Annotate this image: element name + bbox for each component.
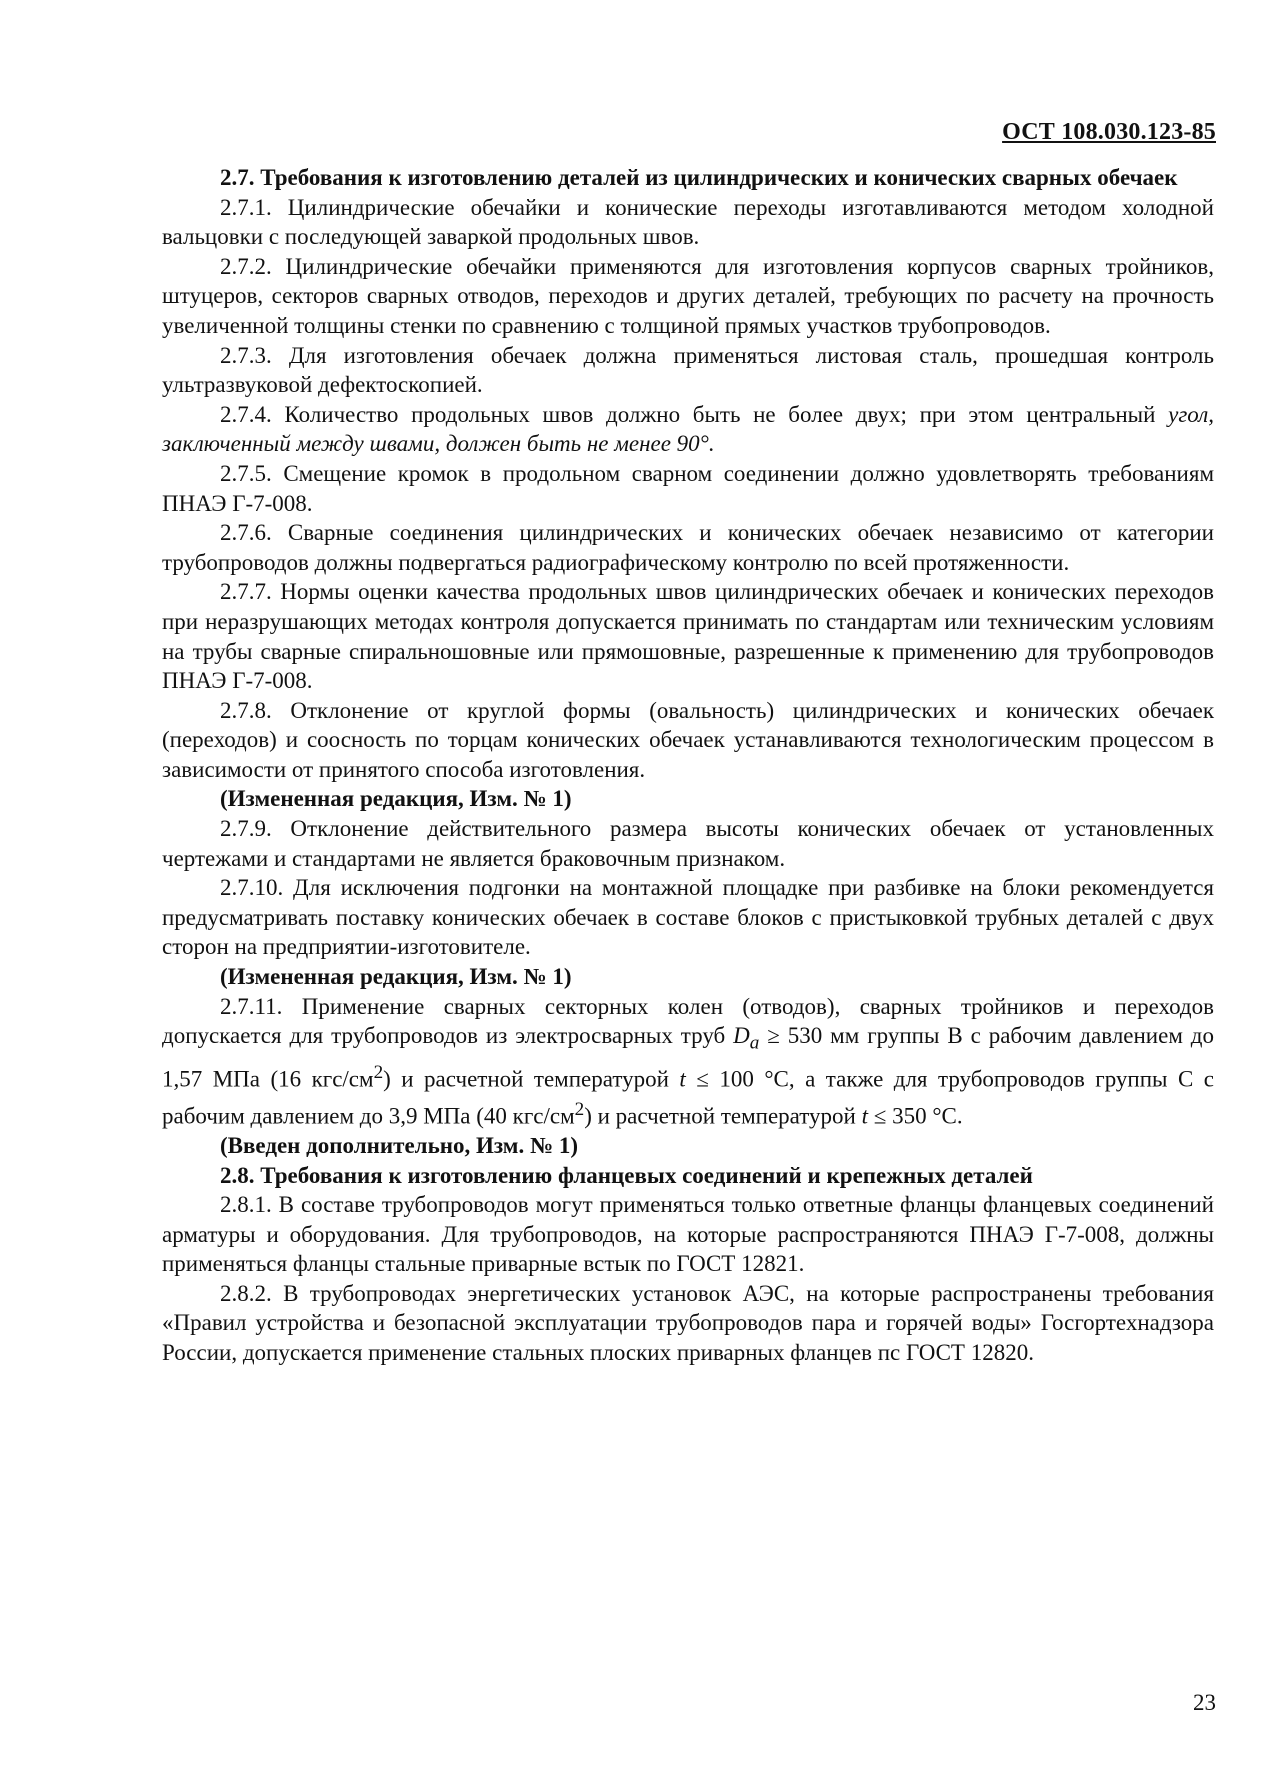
paragraph-2-7-4-text: 2.7.4. Количество продольных швов должно быть не более двух; при этом центральный (220, 401, 1156, 427)
amendment-note-1: (Измененная редакция, Изм. № 1) (220, 786, 572, 812)
paragraph-2-7-6: 2.7.6. Сварные соединения цилиндрических и конических обечаек независимо от категории трубопроводов должны подвергаться радиографическому контролю по всей протяженности. (162, 520, 1214, 575)
document-body (162, 163, 1214, 1368)
paragraph-2-7-4-italic: угол, заключенный между швами, должен быть не менее 90°. (162, 401, 1215, 457)
paragraph-2-7-11 (162, 992, 1214, 1131)
p2-7-11-part-a: 2.7.11. Применение сварных секторных колен (отводов), сварных тройников и переходов допускается для трубопроводов из электросварных труб (162, 993, 1214, 1049)
temperature-symbol-2: t (861, 1103, 868, 1129)
diameter-symbol: D (733, 1023, 750, 1049)
page-number: 23 (1193, 1690, 1216, 1715)
paragraph-2-7-7: 2.7.7. Нормы оценки качества продольных швов цилиндрических обечаек и конических переходов при неразрушающих методах контроля допускается принимать по стандартам или техническим условиям на трубы сварные спиральношовные или прямошовные, разрешенные к применению для трубопроводов ПНАЭ Г-7-008. (162, 579, 1214, 694)
unit-superscript-1: 2 (373, 1062, 384, 1084)
unit-superscript-2: 2 (574, 1098, 585, 1120)
paragraph-2-7-10: 2.7.10. Для исключения подгонки на монтажной площадке при разбивке на блоки рекомендуется предусматривать поставку конических обечаек в составе блоков с пристыковкой трубных деталей с двух сторон на предприятии-изготовителе. (162, 875, 1214, 960)
document-code: ОСТ 108.030.123-85 (1002, 119, 1216, 145)
section-2-8-heading: 2.8. Требования к изготовлению фланцевых соединений и крепежных деталей (220, 1162, 1033, 1188)
paragraph-2-7-3: 2.7.3. Для изготовления обечаек должна применяться листовая сталь, прошедшая контроль ультразвуковой дефектоскопией. (162, 342, 1214, 398)
paragraph-2-7-4 (162, 400, 1214, 459)
amendment-note-3: (Введен дополнительно, Изм. № 1) (220, 1132, 578, 1158)
paragraph-2-7-8: 2.7.8. Отклонение от круглой формы (овальность) цилиндрических и конических обечаек (переходов) и соосность по торцам конических обечаек устанавливаются технологическим процессом в зависимости от принятого способа изготовления. (162, 697, 1214, 782)
p2-7-11-part-c: ) и расчетной температурой (383, 1067, 680, 1093)
amendment-note-2: (Измененная редакция, Изм. № 1) (220, 964, 572, 990)
paragraph-2-7-9: 2.7.9. Отклонение действительного размера высоты конических обечаек от установленных чертежами и стандартами не является браковочным признаком. (162, 816, 1214, 871)
p2-7-11-part-f: ≤ 350 °С. (867, 1103, 963, 1129)
diameter-subscript: a (749, 1032, 760, 1054)
paragraph-2-8-1: 2.8.1. В составе трубопроводов могут применяться только ответные фланцы фланцевых соединений арматуры и оборудования. Для трубопроводов, на которые распространяются ПНАЭ Г-7-008, должны применяться фланцы стальные приварные встык по ГОСТ 12821. (162, 1192, 1214, 1277)
paragraph-2-7-2: 2.7.2. Цилиндрические обечайки применяются для изготовления корпусов сварных тройников, штуцеров, секторов сварных отводов, переходов и других деталей, требующих по расчету на прочность увеличенной толщины стенки по сравнению с толщиной прямых участков трубопроводов. (162, 253, 1214, 338)
paragraph-2-7-1: 2.7.1. Цилиндрические обечайки и конические переходы изготавливаются методом холодной вальцовки с последующей заваркой продольных швов. (162, 194, 1214, 250)
section-2-7-heading: 2.7. Требования к изготовлению деталей из цилиндрических и конических сварных обечаек (220, 165, 1178, 190)
paragraph-2-8-2: 2.8.2. В трубопроводах энергетических установок АЭС, на которые распространены требования «Правил устройства и безопасной эксплуатации трубопроводов пара и горячей воды» Госгортехнадзора России, допускается применение стальных плоских приварных фланцев пс ГОСТ 12820. (162, 1280, 1214, 1366)
p2-7-11-part-d: ≤ 100 °С, а также для трубопроводов группы С с рабочим давлением до 3,9 МПа (40 кгс/см (162, 1067, 1214, 1129)
paragraph-2-7-5: 2.7.5. Смещение кромок в продольном сварном соединении должно удовлетворять требованиям ПНАЭ Г-7-008. (162, 460, 1214, 516)
temperature-symbol-1: t (679, 1067, 686, 1093)
p2-7-11-part-b: ≥ 530 мм группы В с рабочим давлением до 1,57 МПа (16 кгс/см (162, 1023, 1214, 1093)
p2-7-11-part-e: ) и расчетной температурой (584, 1103, 862, 1129)
